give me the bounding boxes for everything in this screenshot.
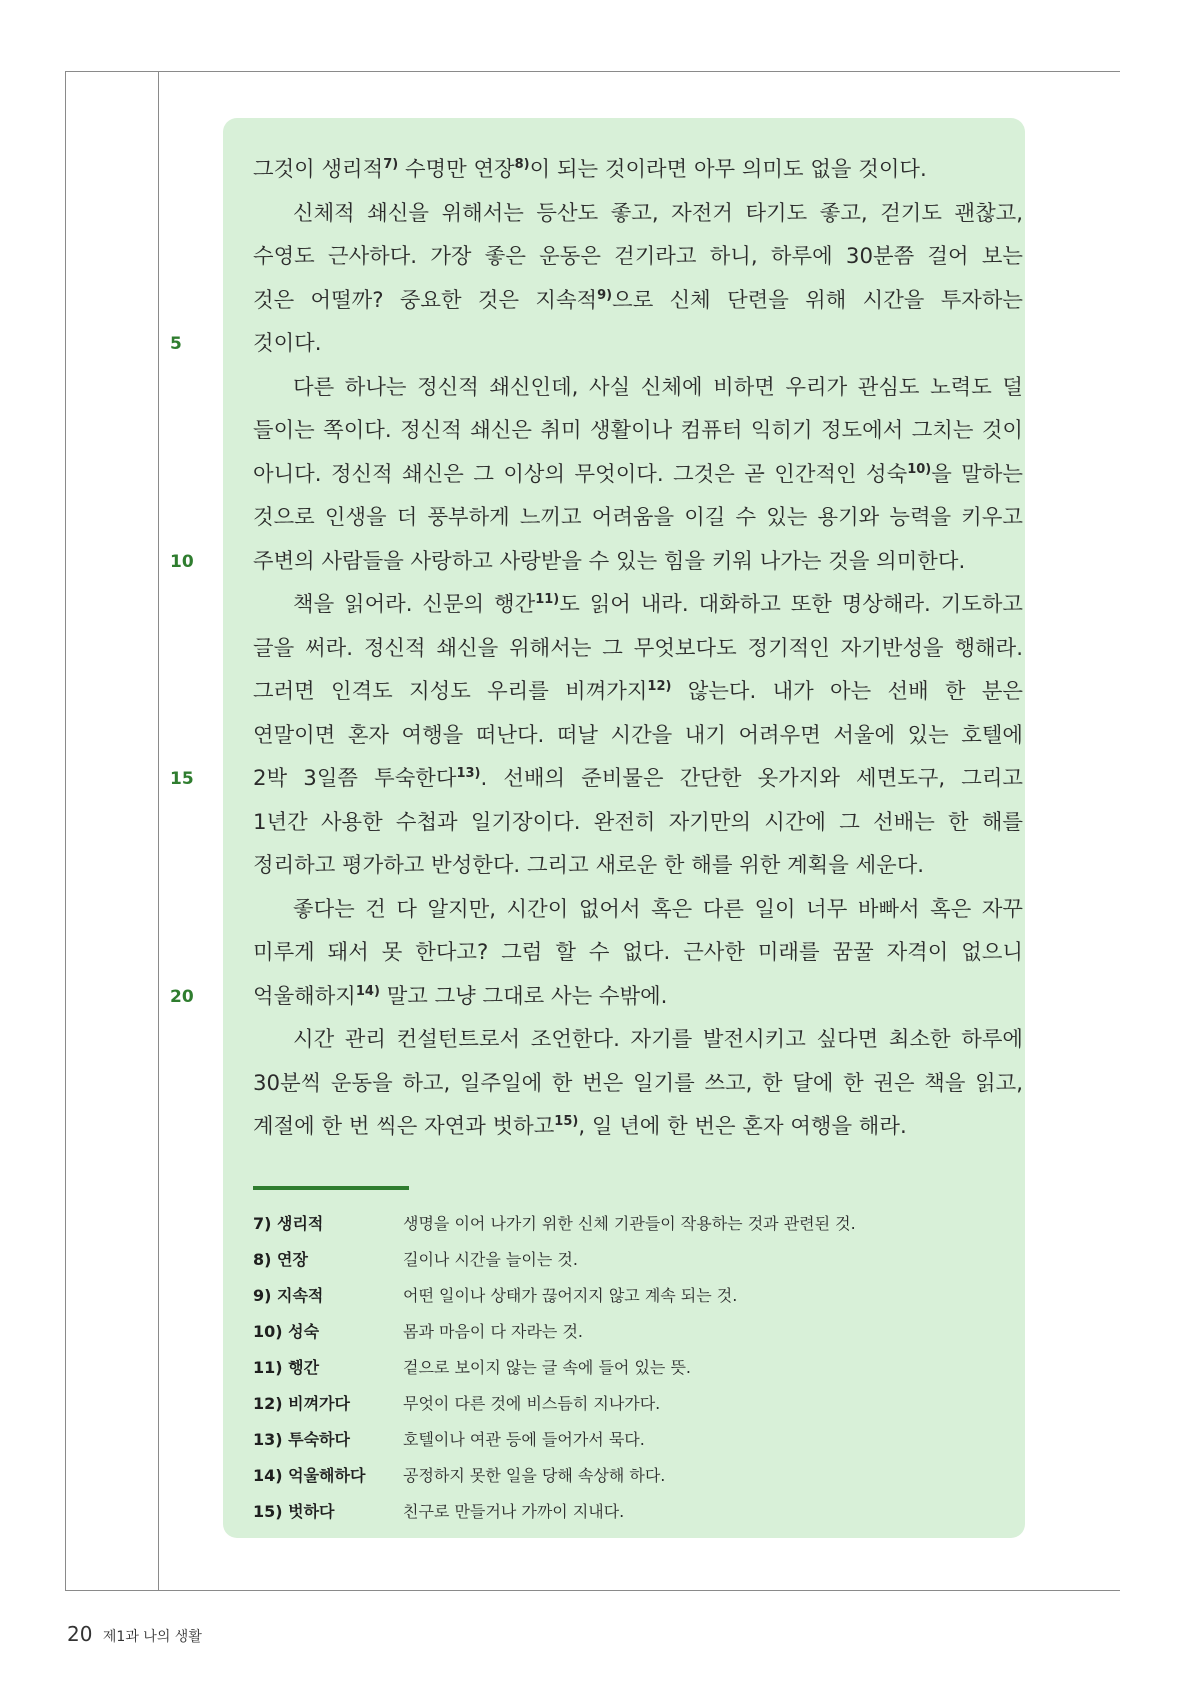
footnote-definition: 어떤 일이나 상태가 끊어지지 않고 계속 되는 것. xyxy=(403,1285,738,1305)
body-line: 신체적 쇄신을 위해서는 등산도 좋고, 자전거 타기도 좋고, 걷기도 괜찮고, xyxy=(293,200,1023,226)
footnote-definition: 무엇이 다른 것에 비스듬히 지나가다. xyxy=(403,1393,661,1413)
body-line: 주변의 사람들을 사랑하고 사랑받을 수 있는 힘을 키워 나가는 것을 의미한다. xyxy=(253,548,966,574)
footnote-marker: 10) xyxy=(907,461,932,477)
footnote-item xyxy=(253,1420,1013,1456)
margin-rule xyxy=(158,71,159,1591)
top-rule xyxy=(65,71,1120,72)
footnote-term: 9) 지속적 xyxy=(253,1285,324,1305)
body-line: 들이는 쪽이다. 정신적 쇄신은 취미 생활이나 컴퓨터 익히기 정도에서 그치는 것이 xyxy=(253,418,1023,443)
body-line: 글을 써라. 정신적 쇄신을 위해서는 그 무엇보다도 정기적인 자기반성을 행해라. xyxy=(253,635,1023,661)
body-line: 좋다는 건 다 알지만, 시간이 없어서 혹은 다른 일이 너무 바빠서 혹은 자꾸 xyxy=(293,896,1023,922)
body-line: 억울해하지$^{14)}$ 말고 그냥 그대로 사는 수밖에. xyxy=(253,983,668,1009)
footnote-definition: 길이나 시간을 늘이는 것. xyxy=(403,1249,578,1269)
footnote-definition: 몸과 마음이 다 자라는 것. xyxy=(403,1321,583,1341)
body-text xyxy=(253,148,1023,1149)
footnote-term: 14) 억울해하다 xyxy=(253,1465,366,1485)
footnote-marker: 12) xyxy=(647,679,672,694)
footnote-definition: 공정하지 못한 일을 당해 속상해 하다. xyxy=(403,1465,666,1485)
footnote-item xyxy=(253,1240,1013,1276)
body-line: 것이다. xyxy=(253,331,322,356)
footnote-definition: 호텔이나 여관 등에 들어가서 묵다. xyxy=(403,1429,645,1449)
footnote-term: 15) 벗하다 xyxy=(253,1501,335,1521)
footnotes xyxy=(253,1204,1013,1528)
page-footer xyxy=(67,1622,202,1646)
chapter-title: 제1과 나의 생활 xyxy=(102,1629,202,1645)
footnote-item xyxy=(253,1312,1013,1348)
footnote-rule xyxy=(253,1186,409,1190)
footnote-marker: 7) xyxy=(383,157,399,172)
footnote-item xyxy=(253,1348,1013,1384)
footnote-item xyxy=(253,1276,1013,1312)
footnote-item xyxy=(253,1492,1013,1528)
body-line: 그것이 생리적$^{7)}$ 수명만 연장$^{8)}$이 되는 것이라면 아무 의미도 없을 것이다. xyxy=(253,157,927,182)
footnote-marker: 9) xyxy=(597,287,613,303)
footnote-item xyxy=(253,1456,1013,1492)
footnote-definition: 생명을 이어 나가기 위한 신체 기관들이 작용하는 것과 관련된 것. xyxy=(403,1213,856,1233)
body-line: 시간 관리 컨설턴트로서 조언한다. 자기를 발전시키고 싶다면 최소한 하루에 xyxy=(293,1027,1023,1052)
body-line: 것으로 인생을 더 풍부하게 느끼고 어려움을 이길 수 있는 용기와 능력을 키우고 xyxy=(253,505,1023,530)
line-number: 20 xyxy=(170,986,194,1007)
body-line: 미루게 돼서 못 한다고? 그럼 할 수 없다. 근사한 미래를 꿈꿀 자격이 없으니 xyxy=(253,940,1023,965)
footnote-definition: 겉으로 보이지 않는 글 속에 들어 있는 뜻. xyxy=(403,1357,691,1377)
body-line: 다른 하나는 정신적 쇄신인데, 사실 신체에 비하면 우리가 관심도 노력도 덜 xyxy=(293,374,1023,400)
footnote-definition: 친구로 만들거나 가까이 지내다. xyxy=(403,1501,625,1521)
footnote-marker: 13) xyxy=(456,766,481,781)
footnote-marker: 14) xyxy=(355,983,380,999)
body-line: 1년간 사용한 수첩과 일기장이다. 완전히 자기만의 시간에 그 선배는 한 해를 xyxy=(253,809,1023,835)
footnote-term: 10) 성숙 xyxy=(253,1321,320,1341)
footnote-marker: 15) xyxy=(554,1114,579,1129)
body-line: 2박 3일쯤 투숙한다$^{13)}$. 선배의 준비물은 간단한 옷가지와 세면도구, 그리고 xyxy=(253,766,1023,791)
body-line: 것은 어떨까? 중요한 것은 지속적$^{9)}$으로 신체 단련을 위해 시간을 투자하는 xyxy=(253,287,1023,313)
line-number: 10 xyxy=(170,551,194,572)
footnote-marker: 8) xyxy=(514,157,530,172)
footnote-term: 12) 비껴가다 xyxy=(253,1393,350,1413)
footnote-term: 7) 생리적 xyxy=(253,1213,324,1233)
footnote-item xyxy=(253,1384,1013,1420)
body-line: 계절에 한 번 씩은 자연과 벗하고$^{15)}$, 일 년에 한 번은 혼자 여행을 해라. xyxy=(253,1114,907,1139)
body-line: 그러면 인격도 지성도 우리를 비껴가지$^{12)}$ 않는다. 내가 아는 선배 한 분은 xyxy=(253,679,1023,704)
line-number: 5 xyxy=(170,334,182,354)
footnote-item xyxy=(253,1204,1013,1240)
left-rule xyxy=(65,71,66,1591)
body-line: 수영도 근사하다. 가장 좋은 운동은 걷기라고 하니, 하루에 30분쯤 걸어 보는 xyxy=(253,244,1023,269)
line-number: 15 xyxy=(170,769,194,789)
footnote-term: 8) 연장 xyxy=(253,1249,308,1269)
body-line: 책을 읽어라. 신문의 행간$^{11)}$도 읽어 내라. 대화하고 또한 명상해라. 기도하고 xyxy=(293,592,1023,617)
body-line: 연말이면 혼자 여행을 떠난다. 떠날 시간을 내기 어려우면 서울에 있는 호텔에 xyxy=(253,722,1023,748)
body-line: 정리하고 평가하고 반성한다. 그리고 새로운 한 해를 위한 계획을 세운다. xyxy=(253,853,925,878)
footnote-term: 13) 투숙하다 xyxy=(253,1429,350,1449)
bottom-rule xyxy=(65,1590,1120,1591)
footnote-marker: 11) xyxy=(535,592,560,607)
footnote-term: 11) 행간 xyxy=(253,1357,320,1377)
body-line: 아니다. 정신적 쇄신은 그 이상의 무엇이다. 그것은 곧 인간적인 성숙$^{10)}$을 말하는 xyxy=(253,461,1023,487)
page-number: 20 xyxy=(67,1622,93,1646)
body-line: 30분씩 운동을 하고, 일주일에 한 번은 일기를 쓰고, 한 달에 한 권은 책을 읽고, xyxy=(253,1070,1023,1096)
